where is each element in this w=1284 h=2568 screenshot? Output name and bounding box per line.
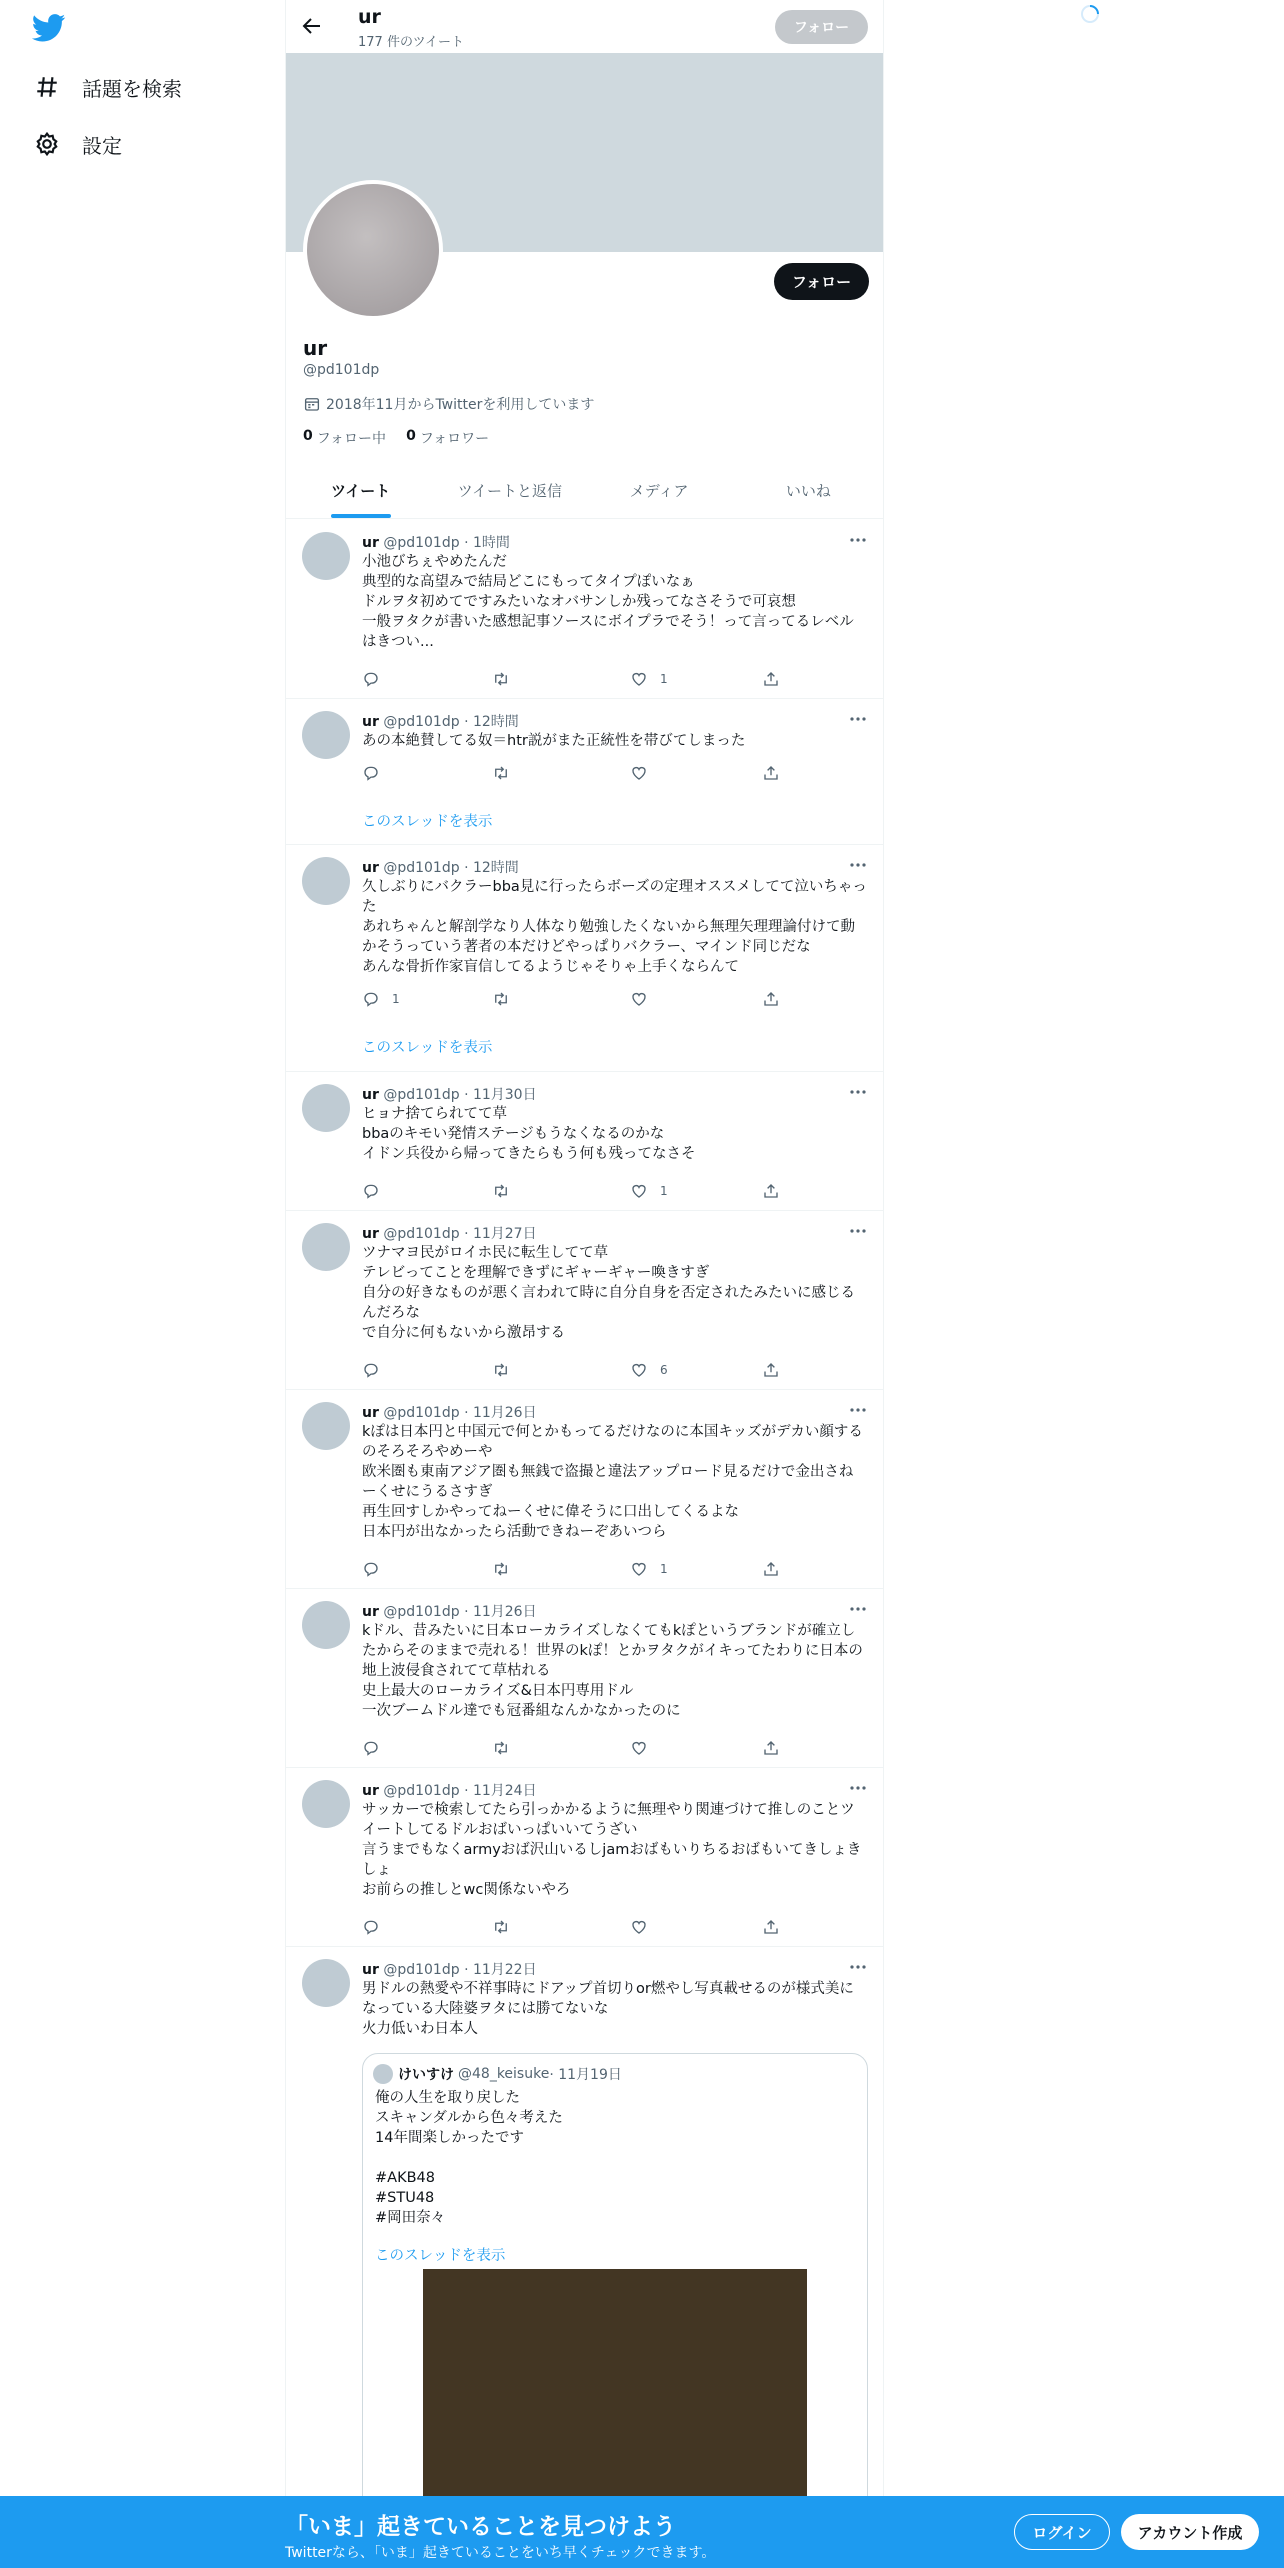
more-options-icon[interactable] bbox=[848, 530, 868, 550]
retweet-icon bbox=[492, 1739, 510, 1757]
calendar-icon bbox=[303, 395, 321, 413]
share-icon bbox=[762, 1918, 780, 1936]
reply-button[interactable] bbox=[362, 1182, 392, 1200]
like-button[interactable] bbox=[630, 1560, 668, 1578]
share-icon bbox=[762, 990, 780, 1008]
quoted-author-handle: @48_keisuke bbox=[458, 2066, 550, 2082]
retweet-button[interactable] bbox=[492, 1182, 522, 1200]
tweet[interactable] bbox=[286, 520, 883, 699]
like-count: 6 bbox=[660, 1363, 668, 1377]
share-icon bbox=[762, 1739, 780, 1757]
tweet-author-name[interactable]: ur bbox=[362, 1226, 379, 1242]
reply-count: 1 bbox=[392, 992, 400, 1006]
tweet-avatar[interactable] bbox=[302, 1780, 350, 1828]
retweet-icon bbox=[492, 764, 510, 782]
like-button[interactable] bbox=[630, 1182, 668, 1200]
followers-label: フォロワー bbox=[419, 431, 490, 447]
tweet-author-name[interactable]: ur bbox=[362, 860, 379, 876]
quoted-timestamp: · 11月19日 bbox=[549, 2067, 622, 2083]
tweet[interactable] bbox=[286, 1947, 883, 2568]
followers-count: 0 bbox=[406, 428, 416, 444]
tweet-avatar[interactable] bbox=[302, 1601, 350, 1649]
retweet-icon bbox=[492, 1918, 510, 1936]
tweet-actions bbox=[362, 1361, 792, 1381]
retweet-button[interactable] bbox=[492, 1918, 522, 1936]
tab-media[interactable]: メディア bbox=[629, 481, 689, 500]
like-button[interactable] bbox=[630, 1739, 660, 1757]
tweet[interactable] bbox=[286, 1211, 883, 1390]
quoted-author-name: けいすけ bbox=[398, 2067, 454, 2083]
signup-button[interactable]: アカウント作成 bbox=[1121, 2514, 1259, 2550]
tweet-text: 久しぶりにバクラーbba見に行ったらボーズの定理オススメしてて泣いちゃった あれちゃんと解剖学なり人体なり勉強したくないから無理矢理理論付けて動かそうっていう著者の本だけどやっぱりバクラー、マインド同じだな あんな骨折作家盲信してるようじゃそりゃ上手くならんて bbox=[362, 879, 867, 975]
nav-explore-label: 話題を検索 bbox=[82, 76, 182, 101]
tweet-header bbox=[362, 1601, 537, 1621]
signup-banner-title: 「いま」起きていることを見つけよう bbox=[285, 2514, 676, 2540]
followers-link[interactable] bbox=[406, 428, 489, 448]
share-icon bbox=[762, 764, 780, 782]
tweet-header bbox=[362, 711, 519, 731]
reply-icon bbox=[362, 1560, 380, 1578]
reply-icon bbox=[362, 1361, 380, 1379]
show-thread-link[interactable]: このスレッドを表示 bbox=[362, 814, 493, 830]
more-options-icon[interactable] bbox=[848, 1957, 868, 1977]
tweet[interactable] bbox=[286, 845, 883, 1072]
tweet-header bbox=[362, 1223, 537, 1243]
quoted-tweet-avatar bbox=[373, 2064, 393, 2084]
reply-icon bbox=[362, 670, 380, 688]
like-button[interactable] bbox=[630, 764, 660, 782]
like-button[interactable] bbox=[630, 1918, 660, 1936]
like-count: 1 bbox=[660, 1184, 668, 1198]
following-label: フォロー中 bbox=[316, 431, 387, 447]
main-column bbox=[285, 0, 884, 2568]
like-icon bbox=[630, 1918, 648, 1936]
retweet-button[interactable] bbox=[492, 990, 522, 1008]
retweet-icon bbox=[492, 1182, 510, 1200]
retweet-button[interactable] bbox=[492, 1361, 522, 1379]
tweet-text: kドル、昔みたいに日本ローカライズしなくてもkぽというブランドが確立したからそのままで売れる！世界のkぽ！とかヲタクがイキってたわりに日本の地上波侵食されてて草枯れる 史上最大のローカライズ&日本円専用ドル 一次ブームドル達でも冠番組なんかなかったのに bbox=[362, 1623, 863, 1719]
more-options-icon[interactable] bbox=[848, 855, 868, 875]
retweet-button[interactable] bbox=[492, 1560, 522, 1578]
tweet-avatar[interactable] bbox=[302, 857, 350, 905]
follow-button[interactable]: フォロー bbox=[774, 263, 869, 300]
like-icon bbox=[630, 1361, 648, 1379]
share-button[interactable] bbox=[762, 1560, 780, 1578]
tweet-author-handle[interactable]: @pd101dp bbox=[383, 1962, 460, 1978]
reply-icon bbox=[362, 990, 380, 1008]
tweet-avatar[interactable] bbox=[302, 1402, 350, 1450]
tweet-author-name[interactable]: ur bbox=[362, 1604, 379, 1620]
tweet-author-name[interactable]: ur bbox=[362, 1405, 379, 1421]
tweet-actions bbox=[362, 670, 792, 690]
like-icon bbox=[630, 764, 648, 782]
more-options-icon[interactable] bbox=[848, 1400, 868, 1420]
tweet-author-handle[interactable]: @pd101dp bbox=[383, 535, 460, 551]
tweet-actions bbox=[362, 1560, 792, 1580]
following-link[interactable] bbox=[303, 428, 386, 448]
retweet-icon bbox=[492, 670, 510, 688]
share-button[interactable] bbox=[762, 1918, 780, 1936]
tweet-timestamp[interactable]: · 11月27日 bbox=[464, 1226, 537, 1242]
tab-likes[interactable]: いいね bbox=[785, 481, 831, 500]
like-icon bbox=[630, 1739, 648, 1757]
tweet-author-name[interactable]: ur bbox=[362, 1087, 379, 1103]
reply-button[interactable] bbox=[362, 670, 392, 688]
share-button[interactable] bbox=[762, 1361, 780, 1379]
profile-tabs bbox=[286, 462, 883, 519]
profile-joined bbox=[303, 394, 594, 414]
tweet-author-handle[interactable]: @pd101dp bbox=[383, 714, 460, 730]
share-icon bbox=[762, 1560, 780, 1578]
tweet-text: 男ドルの熱愛や不祥事時にドアップ首切りor燃やし写真載せるのが様式美になっている大陸婆ヲタには勝てないな 火力低いわ日本人 bbox=[362, 1981, 854, 2037]
tweet[interactable] bbox=[286, 1390, 883, 1589]
tweet-author-handle[interactable]: @pd101dp bbox=[383, 860, 460, 876]
tweet-author-name[interactable]: ur bbox=[362, 1783, 379, 1799]
profile-name: ur bbox=[303, 336, 328, 360]
twitter-logo-icon[interactable] bbox=[32, 14, 66, 42]
tweet-author-handle[interactable]: @pd101dp bbox=[383, 1226, 460, 1242]
like-count: 1 bbox=[660, 1562, 668, 1576]
nav-explore[interactable] bbox=[34, 67, 182, 107]
reply-icon bbox=[362, 1918, 380, 1936]
tweet-author-handle[interactable]: @pd101dp bbox=[383, 1087, 460, 1103]
like-icon bbox=[630, 670, 648, 688]
tweet-author-name[interactable]: ur bbox=[362, 714, 379, 730]
share-button[interactable] bbox=[762, 1739, 780, 1757]
tweet-actions bbox=[362, 1739, 792, 1759]
tweet-avatar[interactable] bbox=[302, 1223, 350, 1271]
signup-banner bbox=[0, 2496, 1284, 2568]
reply-button[interactable] bbox=[362, 1739, 392, 1757]
tweet-actions bbox=[362, 1918, 792, 1938]
retweet-icon bbox=[492, 1361, 510, 1379]
gear-icon bbox=[34, 131, 60, 157]
tweet-author-handle[interactable]: @pd101dp bbox=[383, 1604, 460, 1620]
share-button[interactable] bbox=[762, 670, 780, 688]
profile-handle: @pd101dp bbox=[303, 362, 380, 378]
signup-banner-subtitle: Twitterなら、「いま」起きていることをいち早くチェックできます。 bbox=[285, 2545, 716, 2561]
tweet-author-name[interactable]: ur bbox=[362, 535, 379, 551]
tweet-header bbox=[362, 1780, 537, 1800]
retweet-button[interactable] bbox=[492, 764, 522, 782]
tweet-timestamp[interactable]: · 11月30日 bbox=[464, 1087, 537, 1103]
profile-header-bar bbox=[286, 0, 883, 53]
tweet-author-name[interactable]: ur bbox=[362, 1962, 379, 1978]
tweet-header bbox=[362, 857, 519, 877]
share-icon bbox=[762, 1361, 780, 1379]
reply-icon bbox=[362, 764, 380, 782]
share-icon bbox=[762, 670, 780, 688]
share-icon bbox=[762, 1182, 780, 1200]
tweet-avatar[interactable] bbox=[302, 1959, 350, 2007]
reply-icon bbox=[362, 1739, 380, 1757]
quoted-tweet-header bbox=[373, 2064, 622, 2084]
tab-tweets[interactable]: ツイート bbox=[286, 462, 435, 518]
more-options-icon[interactable] bbox=[848, 1778, 868, 1798]
login-button[interactable]: ログイン bbox=[1014, 2514, 1110, 2550]
quoted-show-thread-link[interactable]: このスレッドを表示 bbox=[375, 2248, 506, 2264]
tweet-author-handle[interactable]: @pd101dp bbox=[383, 1783, 460, 1799]
tweet-avatar[interactable] bbox=[302, 532, 350, 580]
like-button[interactable] bbox=[630, 990, 660, 1008]
retweet-icon bbox=[492, 990, 510, 1008]
like-count: 1 bbox=[660, 672, 668, 686]
header-profile-name: ur bbox=[358, 6, 381, 28]
following-count: 0 bbox=[303, 428, 313, 444]
retweet-button[interactable] bbox=[492, 670, 522, 688]
tweet-timestamp[interactable]: · 12時間 bbox=[464, 714, 519, 730]
tweet-header bbox=[362, 532, 510, 552]
tweet-timestamp[interactable]: · 11月22日 bbox=[464, 1962, 537, 1978]
reply-icon bbox=[362, 1182, 380, 1200]
quoted-tweet-text: 俺の人生を取り戻した スキャンダルから色々考えた 14年間楽しかったです #AKB48 #STU48 #岡田奈々 bbox=[375, 2090, 563, 2226]
tweet-text: ツナマヨ民がロイホ民に転生してて草 テレビってことを理解できずにギャーギャー喚きすぎ 自分の好きなものが悪く言われて時に自分自身を否定されたみたいに感じるんだろな で自分に何もないから激昂する bbox=[362, 1245, 855, 1341]
tweet-header bbox=[362, 1959, 537, 1979]
tweet-actions bbox=[362, 764, 792, 784]
tweet-actions bbox=[362, 1182, 792, 1202]
reply-button[interactable] bbox=[362, 1560, 392, 1578]
nav-settings-label: 設定 bbox=[82, 133, 122, 158]
header-follow-button[interactable]: フォロー bbox=[775, 10, 868, 44]
tweet[interactable] bbox=[286, 1589, 883, 1768]
more-options-icon[interactable] bbox=[848, 709, 868, 729]
profile-joined-text: 2018年11月からTwitterを利用しています bbox=[326, 397, 595, 413]
tweet-text: kぽは日本円と中国元で何とかもってるだけなのに本国キッズがデカい顔するのそろそろやめーや 欧米圏も東南アジア圏も無銭で盗撮と違法アップロード見るだけで金出さねーくせにうるさすぎ 再生回すしかやってねーくせに偉そうに口出してくるよな 日本円が出なかったら活動できねーぞあいつら bbox=[362, 1424, 863, 1540]
like-icon bbox=[630, 990, 648, 1008]
show-thread-link[interactable]: このスレッドを表示 bbox=[362, 1040, 493, 1056]
like-button[interactable] bbox=[630, 1361, 668, 1379]
tweet-text: ヒョナ捨てられてて草 bbaのキモい発情ステージもうなくなるのかな イドン兵役から帰ってきたらもう何も残ってなさそ bbox=[362, 1106, 696, 1162]
like-button[interactable] bbox=[630, 670, 668, 688]
quoted-tweet[interactable] bbox=[362, 2053, 868, 2513]
share-button[interactable] bbox=[762, 990, 780, 1008]
profile-stats bbox=[303, 428, 509, 448]
tweet[interactable] bbox=[286, 1072, 883, 1211]
reply-button[interactable] bbox=[362, 990, 400, 1008]
tweet-header bbox=[362, 1402, 537, 1422]
tweet-timestamp[interactable]: · 12時間 bbox=[464, 860, 519, 876]
tweet-timestamp[interactable]: · 11月24日 bbox=[464, 1783, 537, 1799]
tweet[interactable] bbox=[286, 1768, 883, 1947]
hashtag-icon bbox=[34, 74, 60, 100]
reply-button[interactable] bbox=[362, 1361, 392, 1379]
header-tweet-count: 177 件のツイート bbox=[358, 35, 465, 50]
tweet-text: サッカーで検索してたら引っかかるように無理やり関連づけて推しのことツイートしてるドルおばいっぱいいてうざい 言うまでもなくarmyおば沢山いるしjamおばもいりちるおばもいてきしょきしょ お前らの推しとwc関係ないやろ bbox=[362, 1802, 862, 1898]
tweet-timestamp[interactable]: · 11月26日 bbox=[464, 1604, 537, 1620]
share-button[interactable] bbox=[762, 764, 780, 782]
more-options-icon[interactable] bbox=[848, 1082, 868, 1102]
profile-avatar[interactable] bbox=[303, 180, 443, 320]
tweet-avatar[interactable] bbox=[302, 1084, 350, 1132]
reply-button[interactable] bbox=[362, 764, 392, 782]
share-button[interactable] bbox=[762, 1182, 780, 1200]
tweet-text: あの本絶賛してる奴＝htr説がまた正統性を帯びてしまった bbox=[362, 733, 746, 749]
back-arrow-icon[interactable] bbox=[300, 14, 324, 38]
tweet-timestamp[interactable]: · 1時間 bbox=[464, 535, 510, 551]
left-nav bbox=[0, 0, 285, 2568]
retweet-icon bbox=[492, 1560, 510, 1578]
nav-settings[interactable] bbox=[34, 124, 122, 164]
tweet-actions bbox=[362, 990, 792, 1010]
tweet-text: 小池びちぇやめたんだ 典型的な高望みで結局どこにもってタイプぽいなぁ ドルヲタ初めてですみたいなオバサンしか残ってなさそうで可哀想 一般ヲタクが書いた感想記事ソースにボイプラでそう！って言ってるレベルはきつい... bbox=[362, 554, 854, 650]
like-icon bbox=[630, 1182, 648, 1200]
more-options-icon[interactable] bbox=[848, 1221, 868, 1241]
more-options-icon[interactable] bbox=[848, 1599, 868, 1619]
retweet-button[interactable] bbox=[492, 1739, 522, 1757]
tweet-header bbox=[362, 1084, 537, 1104]
tweet-avatar[interactable] bbox=[302, 711, 350, 759]
tweet[interactable] bbox=[286, 699, 883, 845]
tweet-timestamp[interactable]: · 11月26日 bbox=[464, 1405, 537, 1421]
reply-button[interactable] bbox=[362, 1918, 392, 1936]
tab-tweets-and-replies[interactable]: ツイートと返信 bbox=[457, 481, 562, 500]
like-icon bbox=[630, 1560, 648, 1578]
quoted-tweet-image[interactable] bbox=[423, 2269, 807, 2513]
tweet-author-handle[interactable]: @pd101dp bbox=[383, 1405, 460, 1421]
loading-spinner-icon bbox=[1080, 4, 1100, 24]
